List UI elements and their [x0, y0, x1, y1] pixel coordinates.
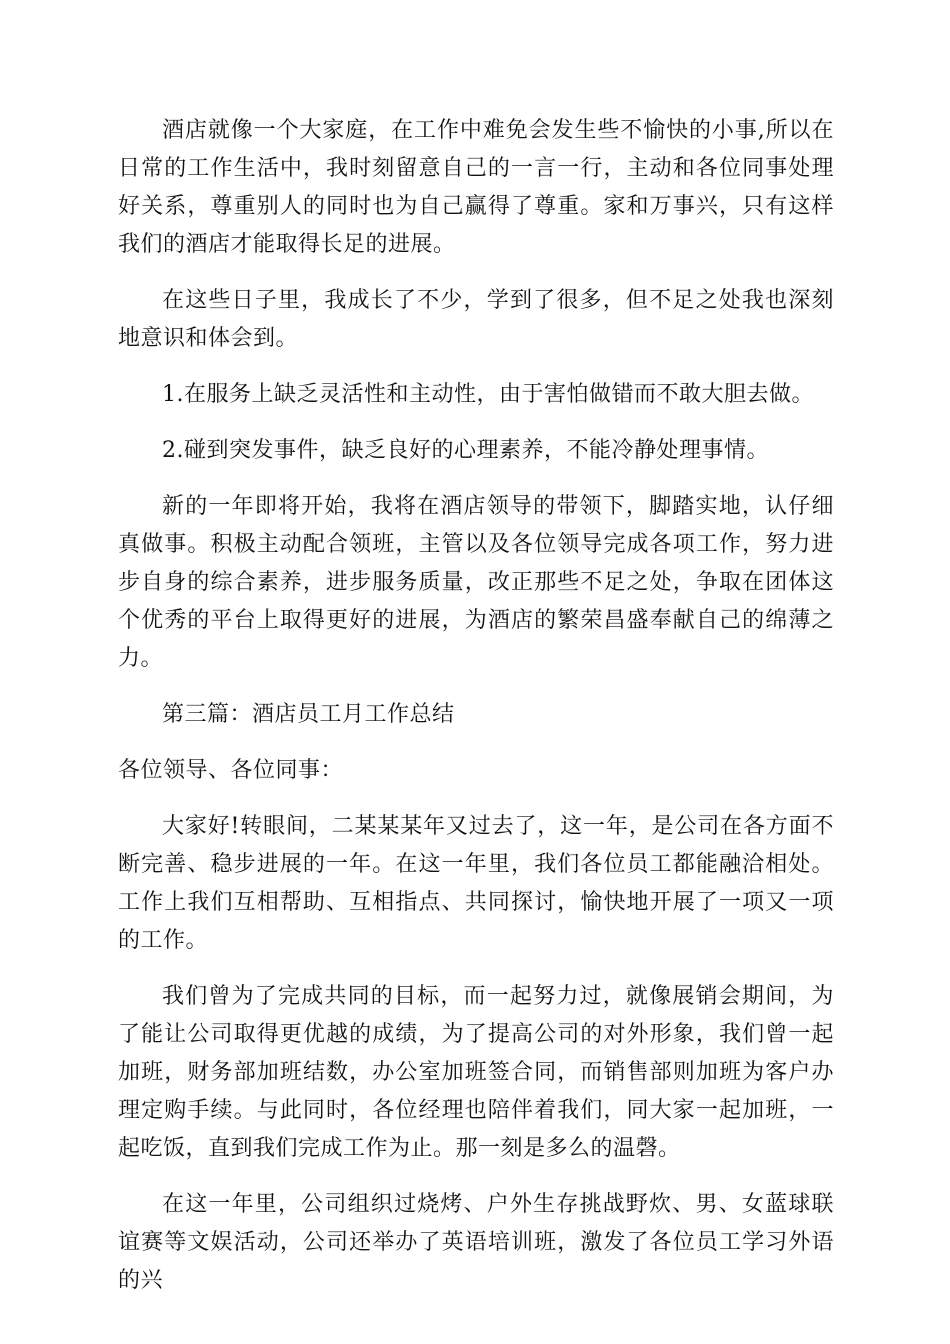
paragraph-greeting: 大家好!转眼间，二某某某年又过去了，这一年，是公司在各方面不断完善、稳步进展的一年。在这一年里，我们各位员工都能融洽相处。工作上我们互相帮助、互相指点、共同探讨，愉快地开展了一项又一项的工作。	[118, 814, 834, 953]
document-page	[118, 112, 834, 1318]
paragraph-activities: 在这一年里，公司组织过烧烤、户外生存挑战野炊、男、女蓝球联谊赛等文娱活动，公司还举办了英语培训班，激发了各位员工学习外语的兴	[118, 1192, 834, 1293]
section-heading: 第三篇：酒店员工月工作总结	[162, 702, 455, 727]
salutation: 各位领导、各位同事：	[118, 758, 344, 783]
paragraph-teamwork: 酒店就像一个大家庭，在工作中难免会发生些不愉快的小事,所以在日常的工作生活中，我时刻留意自己的一言一行，主动和各位同事处理好关系，尊重别人的同时也为自己赢得了尊重。家和万事兴，只有这样我们的酒店才能取得长足的进展。	[118, 118, 834, 257]
list-item-shortcoming-2: 2.碰到突发事件，缺乏良好的心理素养，不能冷静处理事情。	[162, 438, 769, 463]
list-item-shortcoming-1: 1.在服务上缺乏灵活性和主动性，由于害怕做错而不敢大胆去做。	[162, 382, 814, 407]
paragraph-overtime: 我们曾为了完成共同的目标，而一起努力过，就像展销会期间，为了能让公司取得更优越的成绩，为了提高公司的对外形象，我们曾一起加班，财务部加班结数，办公室加班签合同，而销售部则加班为客户办理定购手续。与此同时，各位经理也陪伴着我们，同大家一起加班，一起吃饭，直到我们完成工作为止。那一刻是多么的温磬。	[118, 984, 834, 1161]
paragraph-growth: 在这些日子里，我成长了不少，学到了很多，但不足之处我也深刻地意识和体会到。	[118, 288, 834, 351]
paragraph-new-year-plan: 新的一年即将开始，我将在酒店领导的带领下，脚踏实地，认仔细真做事。积极主动配合领班，主管以及各位领导完成各项工作，努力进步自身的综合素养，进步服务质量，改正那些不足之处，争取在团体这个优秀的平台上取得更好的进展，为酒店的繁荣昌盛奉献自己的绵薄之力。	[118, 494, 834, 671]
